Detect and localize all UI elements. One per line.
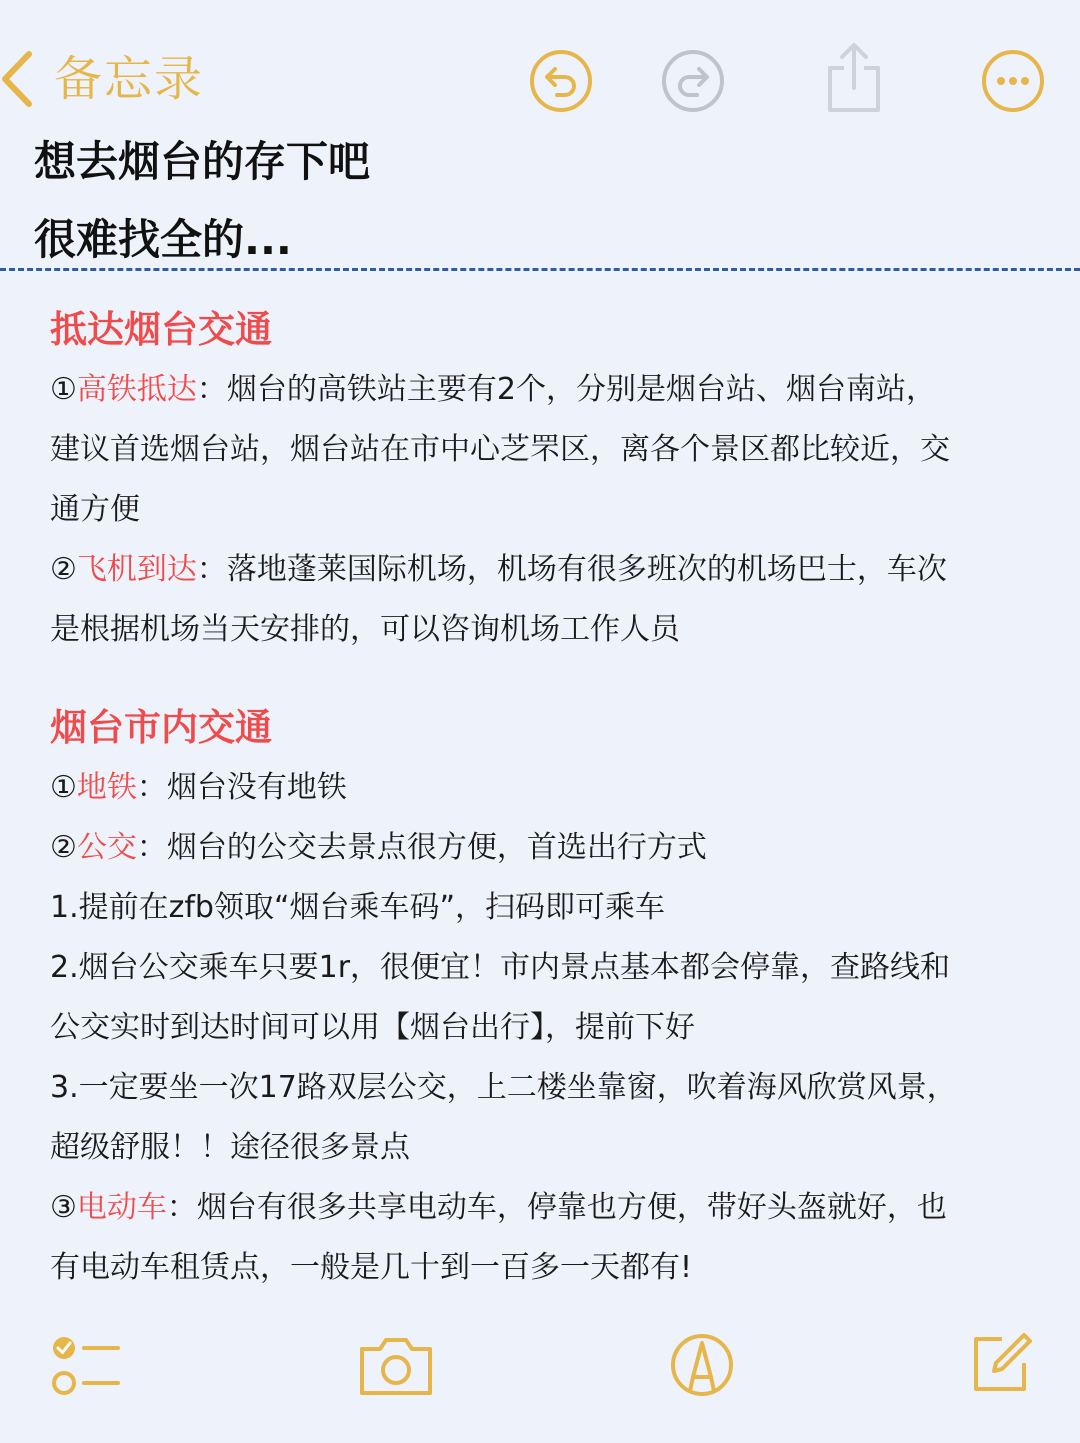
section-heading-city: 烟台市内交通 xyxy=(50,706,272,749)
back-button[interactable] xyxy=(0,50,204,108)
paragraph-line: 有电动车租赁点，一般是几十到一百多一天都有! xyxy=(50,1250,693,1285)
more-button[interactable] xyxy=(980,48,1046,114)
dashed-divider xyxy=(0,268,1080,271)
checklist-button[interactable] xyxy=(50,1331,122,1399)
highlight-label: 高铁抵达 xyxy=(76,372,197,407)
camera-icon xyxy=(356,1331,436,1399)
redo-icon xyxy=(660,48,726,114)
paragraph-line: 3.一定要坐一次17路双层公交，上二楼坐靠窗，吹着海风欣赏风景， xyxy=(50,1070,957,1105)
undo-icon xyxy=(528,48,594,114)
navigation-bar xyxy=(0,0,1080,125)
paragraph-line: ②公交：烟台的公交去景点很方便，首选出行方式 xyxy=(50,830,707,865)
title-line-1: 想去烟台的存下吧 xyxy=(34,137,371,186)
chevron-left-icon xyxy=(0,50,34,108)
paragraph-line: 通方便 xyxy=(50,492,140,527)
markup-button[interactable] xyxy=(668,1331,736,1399)
markup-pen-icon xyxy=(668,1331,736,1399)
bottom-toolbar xyxy=(0,1325,1080,1415)
paragraph-line: 2.烟台公交乘车只要1r，很便宜！市内景点基本都会停靠，查路线和 xyxy=(50,950,951,985)
note-title[interactable] xyxy=(34,123,370,279)
title-line-2: 很难找全的... xyxy=(34,215,292,264)
undo-button[interactable] xyxy=(528,48,594,114)
paragraph-line: ③电动车：烟台有很多共享电动车，停靠也方便，带好头盔就好，也 xyxy=(50,1190,947,1225)
paragraph-line: 建议首选烟台站，烟台站在市中心芝罘区，离各个景区都比较近，交 xyxy=(50,432,950,467)
checklist-icon xyxy=(50,1331,122,1399)
more-icon xyxy=(980,48,1046,114)
paragraph-line: ①地铁：烟台没有地铁 xyxy=(50,770,347,805)
compose-button[interactable] xyxy=(968,1331,1034,1397)
highlight-label: 地铁 xyxy=(76,770,137,805)
paragraph-line: 1.提前在zfb领取“烟台乘车码”，扫码即可乘车 xyxy=(50,890,666,925)
highlight-label: 电动车 xyxy=(76,1190,167,1225)
paragraph-line: 公交实时到达时间可以用【烟台出行】，提前下好 xyxy=(50,1010,695,1045)
back-label: 备忘录 xyxy=(54,51,205,107)
section-heading-arrival: 抵达烟台交通 xyxy=(50,308,272,351)
share-icon xyxy=(822,40,886,116)
highlight-label: 公交 xyxy=(76,830,137,865)
paragraph-line: 超级舒服！！途径很多景点 xyxy=(50,1130,410,1165)
share-button[interactable] xyxy=(822,40,886,116)
paragraph-line: ①高铁抵达：烟台的高铁站主要有2个，分别是烟台站、烟台南站， xyxy=(50,372,936,407)
paragraph-line: ②飞机到达：落地蓬莱国际机场，机场有很多班次的机场巴士，车次 xyxy=(50,552,947,587)
compose-icon xyxy=(968,1331,1034,1397)
paragraph-line: 是根据机场当天安排的，可以咨询机场工作人员 xyxy=(50,612,680,647)
camera-button[interactable] xyxy=(356,1331,436,1399)
highlight-label: 飞机到达 xyxy=(76,552,197,587)
redo-button[interactable] xyxy=(660,48,726,114)
note-body[interactable] xyxy=(50,300,1050,1298)
